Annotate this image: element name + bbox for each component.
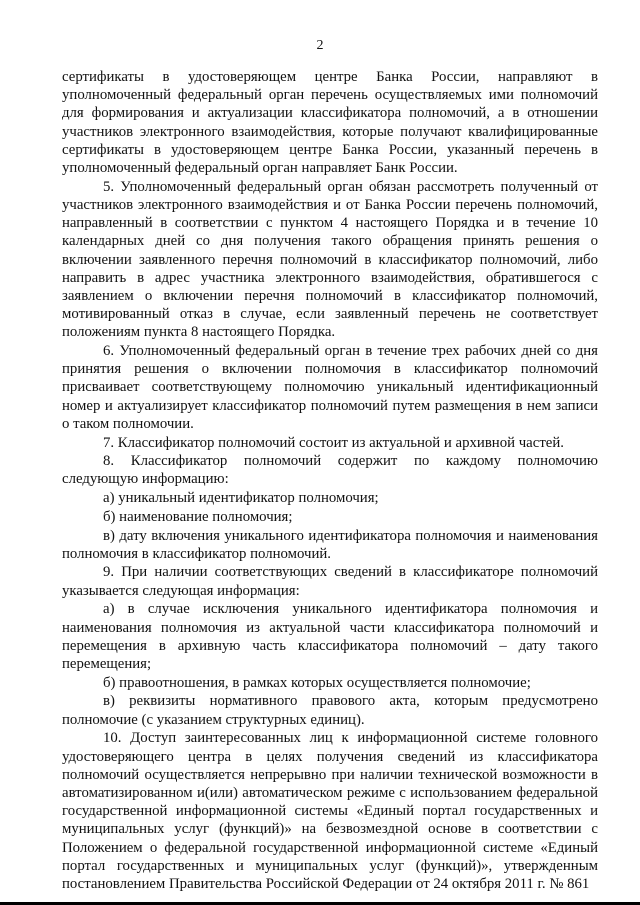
paragraph-6: 6. Уполномоченный федеральный орган в течение трех рабочих дней со дня принятия решения о включении полномочия в классификатор полномочий присваивает соответствующему полномочию уникальный идентификационный номер и актуализирует классификатор полномочий путем размещения в нем записи о таком полномочии. xyxy=(62,343,598,432)
document-body xyxy=(62,68,598,893)
paragraph-9-item-c: в) реквизиты нормативного правового акта, которым предусмотрено полномочие (с указанием структурных единиц). xyxy=(62,693,598,728)
paragraph-5: 5. Уполномоченный федеральный орган обязан рассмотреть полученный от участников электронного взаимодействия и от Банка России перечень полномочий, направленный в соответствии с пунктом 4 настоящего Порядка и в течение 10 календарных дней со дня получения такого обращения принять решения о включении заявленного перечня полномочий в классификатор полномочий, либо направить в адрес участника электронного взаимодействия, обратившегося с заявлением о включении перечня полномочий в классификатор полномочий, мотивированный отказ в случае, если заявленный перечень не соответствует положениям пункта 8 настоящего Порядка. xyxy=(62,178,598,341)
paragraph-9: 9. При наличии соответствующих сведений в классификаторе полномочий указывается следующая информация: xyxy=(62,564,598,599)
paragraph-8-item-b: б) наименование полномочия; xyxy=(103,508,293,525)
paragraph-8-item-a: а) уникальный идентификатор полномочия; xyxy=(103,490,379,507)
paragraph-9-item-b: б) правоотношения, в рамках которых осуществляется полномочие; xyxy=(103,674,531,691)
paragraph-7: 7. Классификатор полномочий состоит из актуальной и архивной частей. xyxy=(103,434,564,451)
paragraph-8-item-c: в) дату включения уникального идентификатора полномочия и наименования полномочия в классификатор полномочий. xyxy=(62,527,598,562)
page-number: 2 xyxy=(316,38,324,53)
paragraph-10: 10. Доступ заинтересованных лиц к информационной системе головного удостоверяющего центра в целях получения сведений из классификатора полномочий осуществляется непрерывно при наличии технической возможности в автоматизированном и(или) автоматическом режиме с использованием федеральной государственной информационной системы «Единый портал государственных и муниципальных услуг (функций)» на безвозмездной основе в соответствии с Положением о федеральной государственной информационной системе «Единый портал государственных и муниципальных услуг (функций)», утвержденным постановлением Правительства Российской Федерации от 24 октября 2011 г. № 861 xyxy=(62,730,598,892)
paragraph-9-item-a: а) в случае исключения уникального идентификатора полномочия и наименования полномочия из актуальной части классификатора полномочий и перемещения в архивную часть классификатора полномочий – дату такого перемещения; xyxy=(62,601,598,672)
paragraph-4-continuation: сертификаты в удостоверяющем центре Банка России, направляют в уполномоченный федеральный орган перечень осуществляемых ими полномочий для формирования и актуализации классификатора полномочий, а в отношении участников электронного взаимодействия, которые получают квалифицированные сертификаты в удостоверяющем центре Банка России, указанный перечень в уполномоченный федеральный орган направляет Банк России. xyxy=(62,69,598,177)
paragraph-8: 8. Классификатор полномочий содержит по каждому полномочию следующую информацию: xyxy=(62,453,598,488)
